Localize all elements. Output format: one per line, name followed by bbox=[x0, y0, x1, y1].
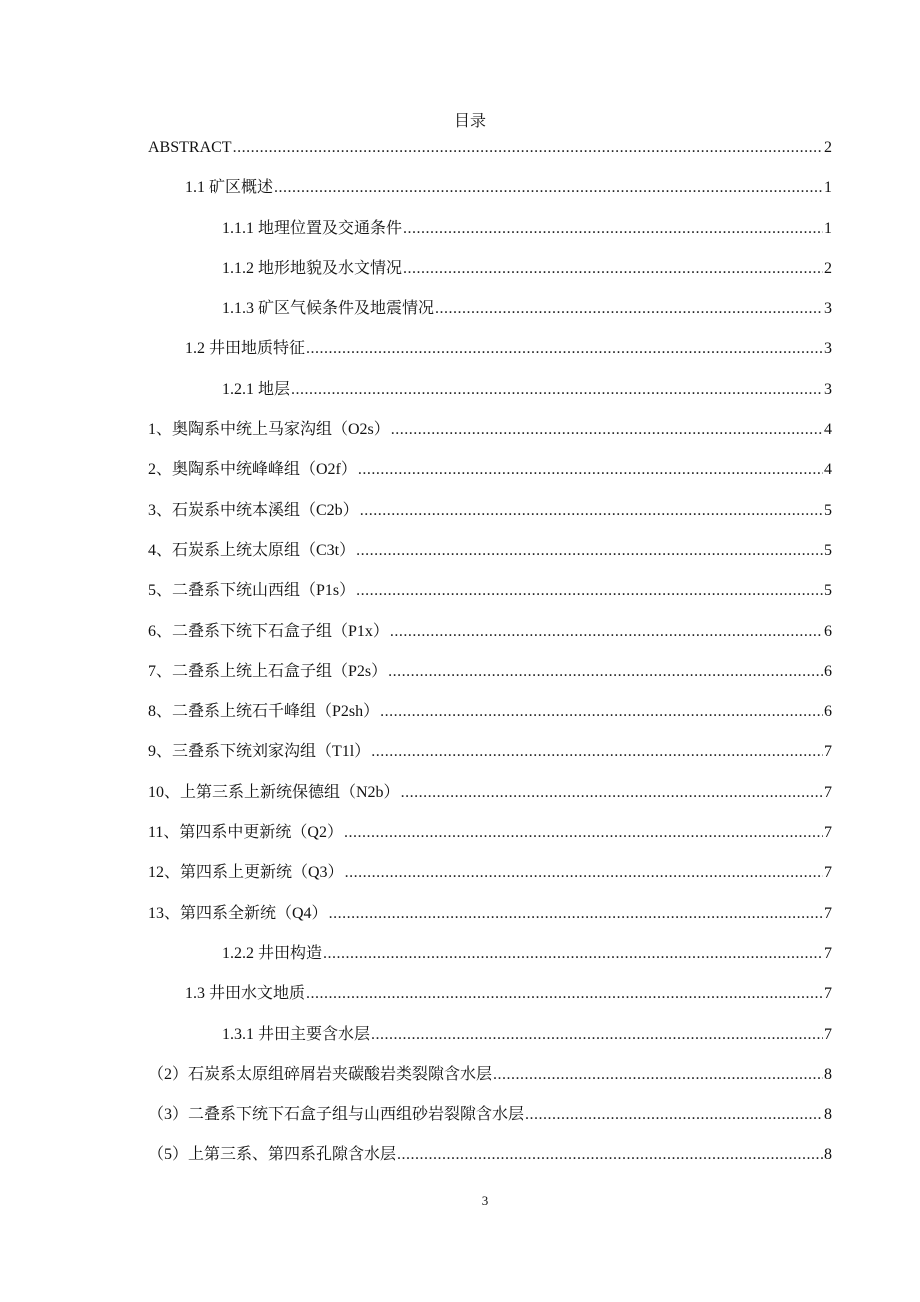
toc-entry[interactable] bbox=[148, 418, 832, 458]
toc-entry-label: 4、石炭系上统太原组（C3t） bbox=[148, 541, 356, 559]
toc-entry-label: 1.2.2 井田构造 bbox=[222, 944, 323, 962]
toc-entry[interactable] bbox=[148, 861, 832, 901]
toc-entry-page: 4 bbox=[824, 461, 832, 479]
toc-entry[interactable] bbox=[148, 579, 832, 619]
toc-dot-leader bbox=[323, 942, 823, 966]
toc-entry[interactable] bbox=[148, 660, 832, 700]
toc-entry-page: 7 bbox=[824, 743, 832, 761]
toc-entry-page: 5 bbox=[824, 501, 832, 519]
toc-entry-page: 2 bbox=[824, 139, 832, 156]
toc-entry[interactable] bbox=[148, 378, 832, 418]
toc-dot-leader bbox=[371, 1023, 823, 1047]
toc-entry-page: 7 bbox=[824, 944, 832, 962]
toc-entry-page: 7 bbox=[824, 824, 832, 842]
toc-dot-leader bbox=[358, 458, 823, 482]
toc-entry[interactable] bbox=[148, 740, 832, 780]
toc-title: 目录 bbox=[453, 113, 486, 130]
toc-entry-page: 2 bbox=[824, 259, 832, 277]
toc-entry[interactable] bbox=[148, 1023, 832, 1063]
toc-dot-leader bbox=[403, 257, 823, 281]
toc-dot-leader bbox=[360, 499, 823, 523]
toc-entry[interactable] bbox=[148, 821, 832, 861]
toc-dot-leader bbox=[329, 902, 823, 926]
toc-dot-leader bbox=[397, 1143, 823, 1167]
toc-entry[interactable] bbox=[148, 982, 832, 1022]
toc-entry[interactable] bbox=[148, 217, 832, 257]
toc-entry[interactable] bbox=[148, 499, 832, 539]
toc-entry[interactable] bbox=[148, 257, 832, 297]
toc-dot-leader bbox=[435, 297, 823, 321]
toc-entry-page: 7 bbox=[824, 985, 832, 1003]
toc-entry-page: 7 bbox=[824, 864, 832, 882]
toc-entry-page: 1 bbox=[824, 179, 832, 197]
toc-entry[interactable] bbox=[148, 1143, 832, 1183]
toc-entry-label: 5、二叠系下统山西组（P1s） bbox=[148, 582, 356, 600]
toc-entry-label: 9、三叠系下统刘家沟组（T1l） bbox=[148, 743, 371, 761]
toc-entry-label: 3、石炭系中统本溪组（C2b） bbox=[148, 501, 359, 519]
toc-dot-leader bbox=[380, 700, 823, 724]
toc-entry-page: 8 bbox=[824, 1146, 832, 1164]
toc-entry-page: 8 bbox=[824, 1106, 832, 1124]
toc-dot-leader bbox=[356, 579, 823, 603]
toc-entry-label: 1.1.3 矿区气候条件及地震情况 bbox=[222, 300, 435, 318]
toc-entry[interactable] bbox=[148, 1103, 832, 1143]
toc-dot-leader bbox=[356, 539, 823, 563]
toc-dot-leader bbox=[401, 781, 823, 805]
toc-entry[interactable] bbox=[148, 136, 832, 176]
toc-entry-label: 1、奥陶系中统上马家沟组（O2s） bbox=[148, 421, 390, 439]
toc-entry-label: （3）二叠系下统下石盒子组与山西组砂岩裂隙含水层 bbox=[148, 1106, 525, 1124]
toc-entry[interactable] bbox=[148, 297, 832, 337]
toc-entry-page: 6 bbox=[824, 622, 832, 640]
toc-entry-label: ABSTRACT bbox=[148, 139, 232, 156]
toc-entry-label: 1.1 矿区概述 bbox=[185, 179, 274, 197]
toc-entry-label: 12、第四系上更新统（Q3） bbox=[148, 864, 344, 882]
toc-entry-page: 5 bbox=[824, 541, 832, 559]
toc-entry-page: 4 bbox=[824, 421, 832, 439]
toc-entry[interactable] bbox=[148, 781, 832, 821]
page-number: 3 bbox=[481, 1193, 489, 1208]
toc-entry-page: 7 bbox=[824, 783, 832, 801]
toc-entry-label: 13、第四系全新统（Q4） bbox=[148, 904, 328, 922]
toc-dot-leader bbox=[345, 861, 823, 885]
toc-entry-label: 11、第四系中更新统（Q2） bbox=[148, 824, 343, 842]
toc-entry-page: 8 bbox=[824, 1065, 832, 1083]
toc-entry-label: （5）上第三系、第四系孔隙含水层 bbox=[148, 1146, 397, 1164]
toc-entry-label: （2）石炭系太原组碎屑岩夹碳酸岩类裂隙含水层 bbox=[148, 1065, 493, 1083]
toc-entry[interactable] bbox=[148, 337, 832, 377]
toc-entry-page: 7 bbox=[824, 1025, 832, 1043]
toc-entry-page: 3 bbox=[824, 380, 832, 398]
toc-entry-page: 3 bbox=[824, 340, 832, 358]
toc-dot-leader bbox=[493, 1063, 823, 1087]
toc-entry-page: 6 bbox=[824, 703, 832, 721]
toc-dot-leader bbox=[371, 740, 823, 764]
toc-entry-label: 10、上第三系上新统保德组（N2b） bbox=[148, 783, 400, 801]
toc-entry[interactable] bbox=[148, 176, 832, 216]
toc-entry[interactable] bbox=[148, 1063, 832, 1103]
toc-entry[interactable] bbox=[148, 620, 832, 660]
toc-entry-page: 3 bbox=[824, 300, 832, 318]
toc-dot-leader bbox=[233, 136, 823, 160]
toc-dot-leader bbox=[403, 217, 823, 241]
toc-entry[interactable] bbox=[148, 458, 832, 498]
toc-entry-label: 8、二叠系上统石千峰组（P2sh） bbox=[148, 703, 380, 721]
toc-dot-leader bbox=[344, 821, 823, 845]
toc-dot-leader bbox=[291, 378, 823, 402]
toc-dot-leader bbox=[390, 620, 823, 644]
toc-entry-page: 1 bbox=[824, 219, 832, 237]
toc-entry-label: 6、二叠系下统下石盒子组（P1x） bbox=[148, 622, 389, 640]
toc-dot-leader bbox=[274, 176, 823, 200]
toc-entry[interactable] bbox=[148, 902, 832, 942]
toc-entry-page: 6 bbox=[824, 662, 832, 680]
toc-entry-label: 1.1.2 地形地貌及水文情况 bbox=[222, 259, 403, 277]
toc-entry[interactable] bbox=[148, 539, 832, 579]
toc-dot-leader bbox=[525, 1103, 823, 1127]
toc-entry-label: 1.2.1 地层 bbox=[222, 380, 291, 398]
toc-entry-label: 1.3 井田水文地质 bbox=[185, 985, 306, 1003]
toc-entry-label: 1.1.1 地理位置及交通条件 bbox=[222, 219, 403, 237]
toc-entry-label: 2、奥陶系中统峰峰组（O2f） bbox=[148, 461, 357, 479]
toc-entry[interactable] bbox=[148, 700, 832, 740]
toc-dot-leader bbox=[388, 660, 823, 684]
toc-entry-label: 1.3.1 井田主要含水层 bbox=[222, 1025, 371, 1043]
table-of-contents bbox=[148, 136, 832, 1184]
toc-entry-label: 1.2 井田地质特征 bbox=[185, 340, 306, 358]
toc-entry-page: 5 bbox=[824, 582, 832, 600]
toc-entry-label: 7、二叠系上统上石盒子组（P2s） bbox=[148, 662, 388, 680]
toc-entry-page: 7 bbox=[824, 904, 832, 922]
toc-dot-leader bbox=[306, 982, 823, 1006]
toc-dot-leader bbox=[391, 418, 823, 442]
toc-entry[interactable] bbox=[148, 942, 832, 982]
toc-dot-leader bbox=[306, 337, 823, 361]
